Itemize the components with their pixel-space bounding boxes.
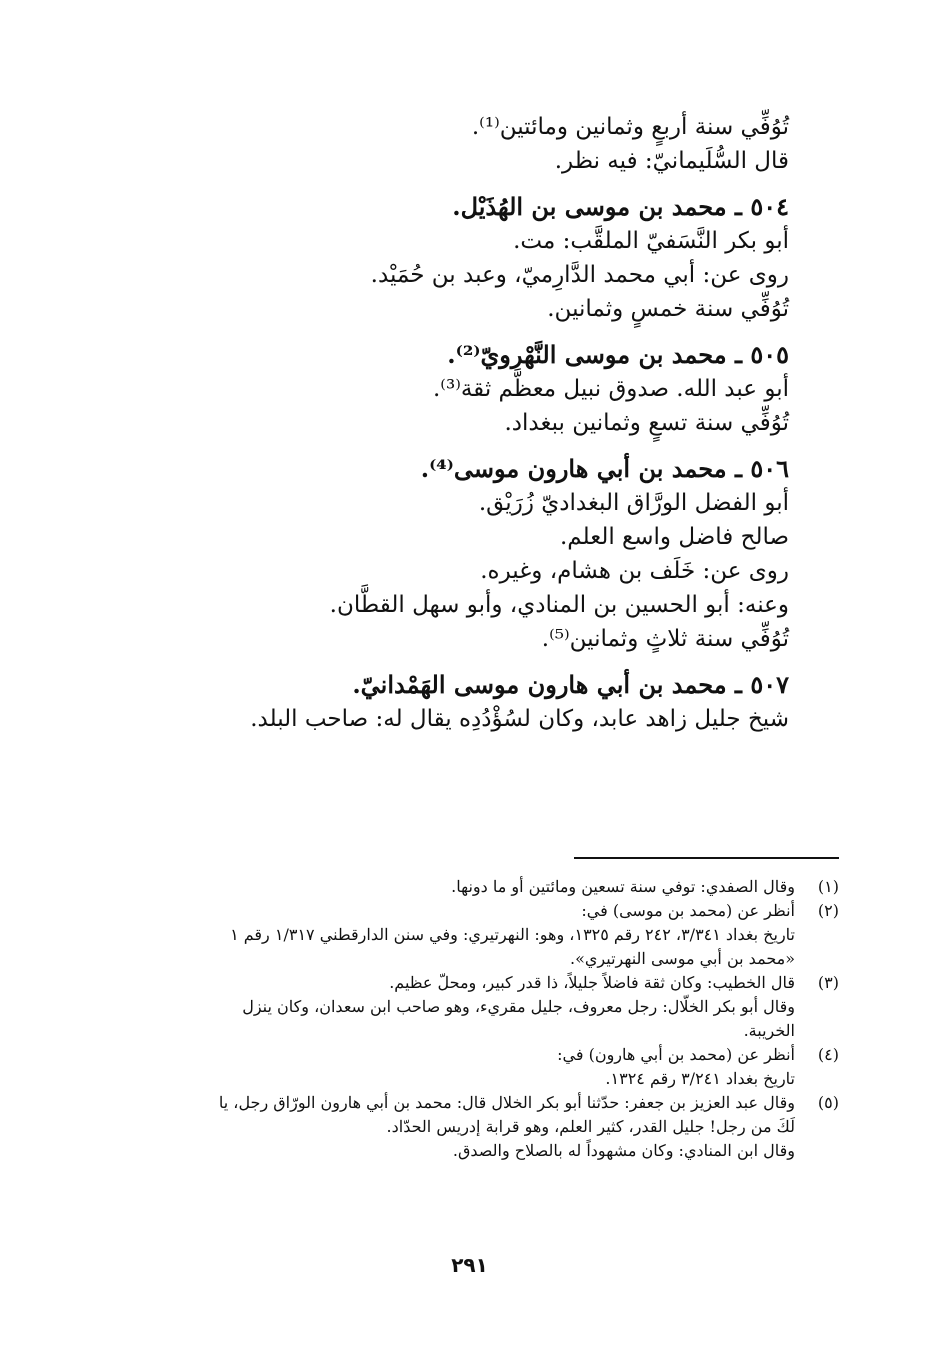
footnote-line: وقال ابن المنادي: وكان مشهوداً له بالصلاح والصدق.: [452, 1141, 795, 1160]
footnote-number: (٣): [817, 973, 839, 992]
footnote-number: (٢): [817, 901, 839, 920]
text-line: قال السُّلَيمانيّ: فيه نظر.: [554, 148, 789, 174]
page-number: ٢٩١: [451, 1253, 488, 1277]
text-line: أبو الفضل الورَّاق البغداديّ زُرَيْق.: [478, 490, 789, 516]
footnote-line: الخريبة.: [743, 1021, 795, 1040]
footnote-divider: [574, 857, 839, 859]
text-line: صالح فاضل واسع العلم.: [559, 524, 789, 550]
entry-504-title: ٥٠٤ ـ محمد بن موسى بن الهُذَيْل.: [452, 192, 789, 221]
footnote-2: [109, 899, 839, 971]
text-line: روى عن: خَلَف بن هشام، وغيره.: [480, 558, 789, 584]
footnote-3: [109, 971, 839, 1043]
text-line: أبو بكر النَّسَفيّ الملقَّب: مت.: [513, 228, 789, 254]
footnote-line: وقال الصفدي: توفي سنة تسعين ومائتين أو ما دونها.: [451, 877, 795, 896]
footnote-number: (١): [817, 877, 839, 896]
text-line: تُوُفِّي سنة ثلاثٍ وثمانين⁽⁵⁾.: [541, 626, 789, 652]
footnote-line: تاريخ بغداد ٣/٣٤١، ٢٤٢ رقم ١٣٢٥، وهو: النهرتيري: وفي سنن الدارقطني ١/٣١٧ رقم ١: [230, 925, 795, 944]
text-line: روى عن: أبي محمد الدَّارِميّ، وعبد بن حُمَيْد.: [370, 262, 789, 288]
text-line: وعنه: أبو الحسين بن المنادي، وأبو سهل القطَّان.: [329, 592, 789, 618]
footnote-number: (٥): [817, 1093, 839, 1112]
footnote-line: قال الخطيب: وكان ثقة فاضلاً جليلاً، ذا قدر كبير، ومحلّ عظيم.: [389, 973, 795, 992]
entry-506-title: ٥٠٦ ـ محمد بن أبي هارون موسى⁽⁴⁾.: [420, 454, 789, 483]
text-line: أبو عبد الله. صدوق نبيل معظَّم ثقة⁽³⁾.: [433, 376, 789, 402]
footnote-line: أنظر عن (محمد بن موسى) في:: [581, 901, 795, 920]
footnote-line: تاريخ بغداد ٣/٢٤١ رقم ١٣٢٤.: [605, 1069, 795, 1088]
entry-505-title: ٥٠٥ ـ محمد بن موسى النَّهْرويّ⁽²⁾.: [447, 340, 789, 369]
footnotes: [109, 875, 839, 1163]
main-text: [189, 110, 789, 736]
text-line: شيخ جليل زاهد عابد، وكان لسُؤْدُدِه يقال له: صاحب البلد.: [250, 706, 789, 732]
footnote-line: وقال أبو بكر الخلّال: رجل معروف، جليل مقريء، وهو صاحب ابن سعدان، وكان ينزل: [242, 997, 795, 1016]
footnote-1: [109, 875, 839, 899]
footnote-number: (٤): [817, 1045, 839, 1064]
text-line: تُوُفِّي سنة تسعٍ وثمانين ببغداد.: [504, 410, 789, 436]
footnote-line: لَكَ من رجل! جليل القدر، كثير العلم، وهو قرابة إدريس الحدّاد.: [386, 1117, 795, 1136]
footnote-line: أنظر عن (محمد بن أبي هارون) في:: [557, 1045, 795, 1064]
entry-507-title: ٥٠٧ ـ محمد بن أبي هارون موسى الهَمْدانيّ.: [352, 670, 789, 699]
footnote-line: وقال عبد العزيز بن جعفر: حدّثنا أبو بكر الخلال قال: محمد بن أبي هارون الورّاق رجل، يا: [218, 1093, 795, 1112]
footnote-5: [109, 1091, 839, 1163]
footnote-4: [109, 1043, 839, 1091]
text-line: تُوُفِّي سنة خمسٍ وثمانين.: [547, 296, 789, 322]
footnote-line: «محمد بن أبي موسى النهرتيري».: [570, 949, 795, 968]
text-line: تُوُفِّي سنة أربعٍ وثمانين ومائتين⁽¹⁾.: [471, 114, 789, 140]
